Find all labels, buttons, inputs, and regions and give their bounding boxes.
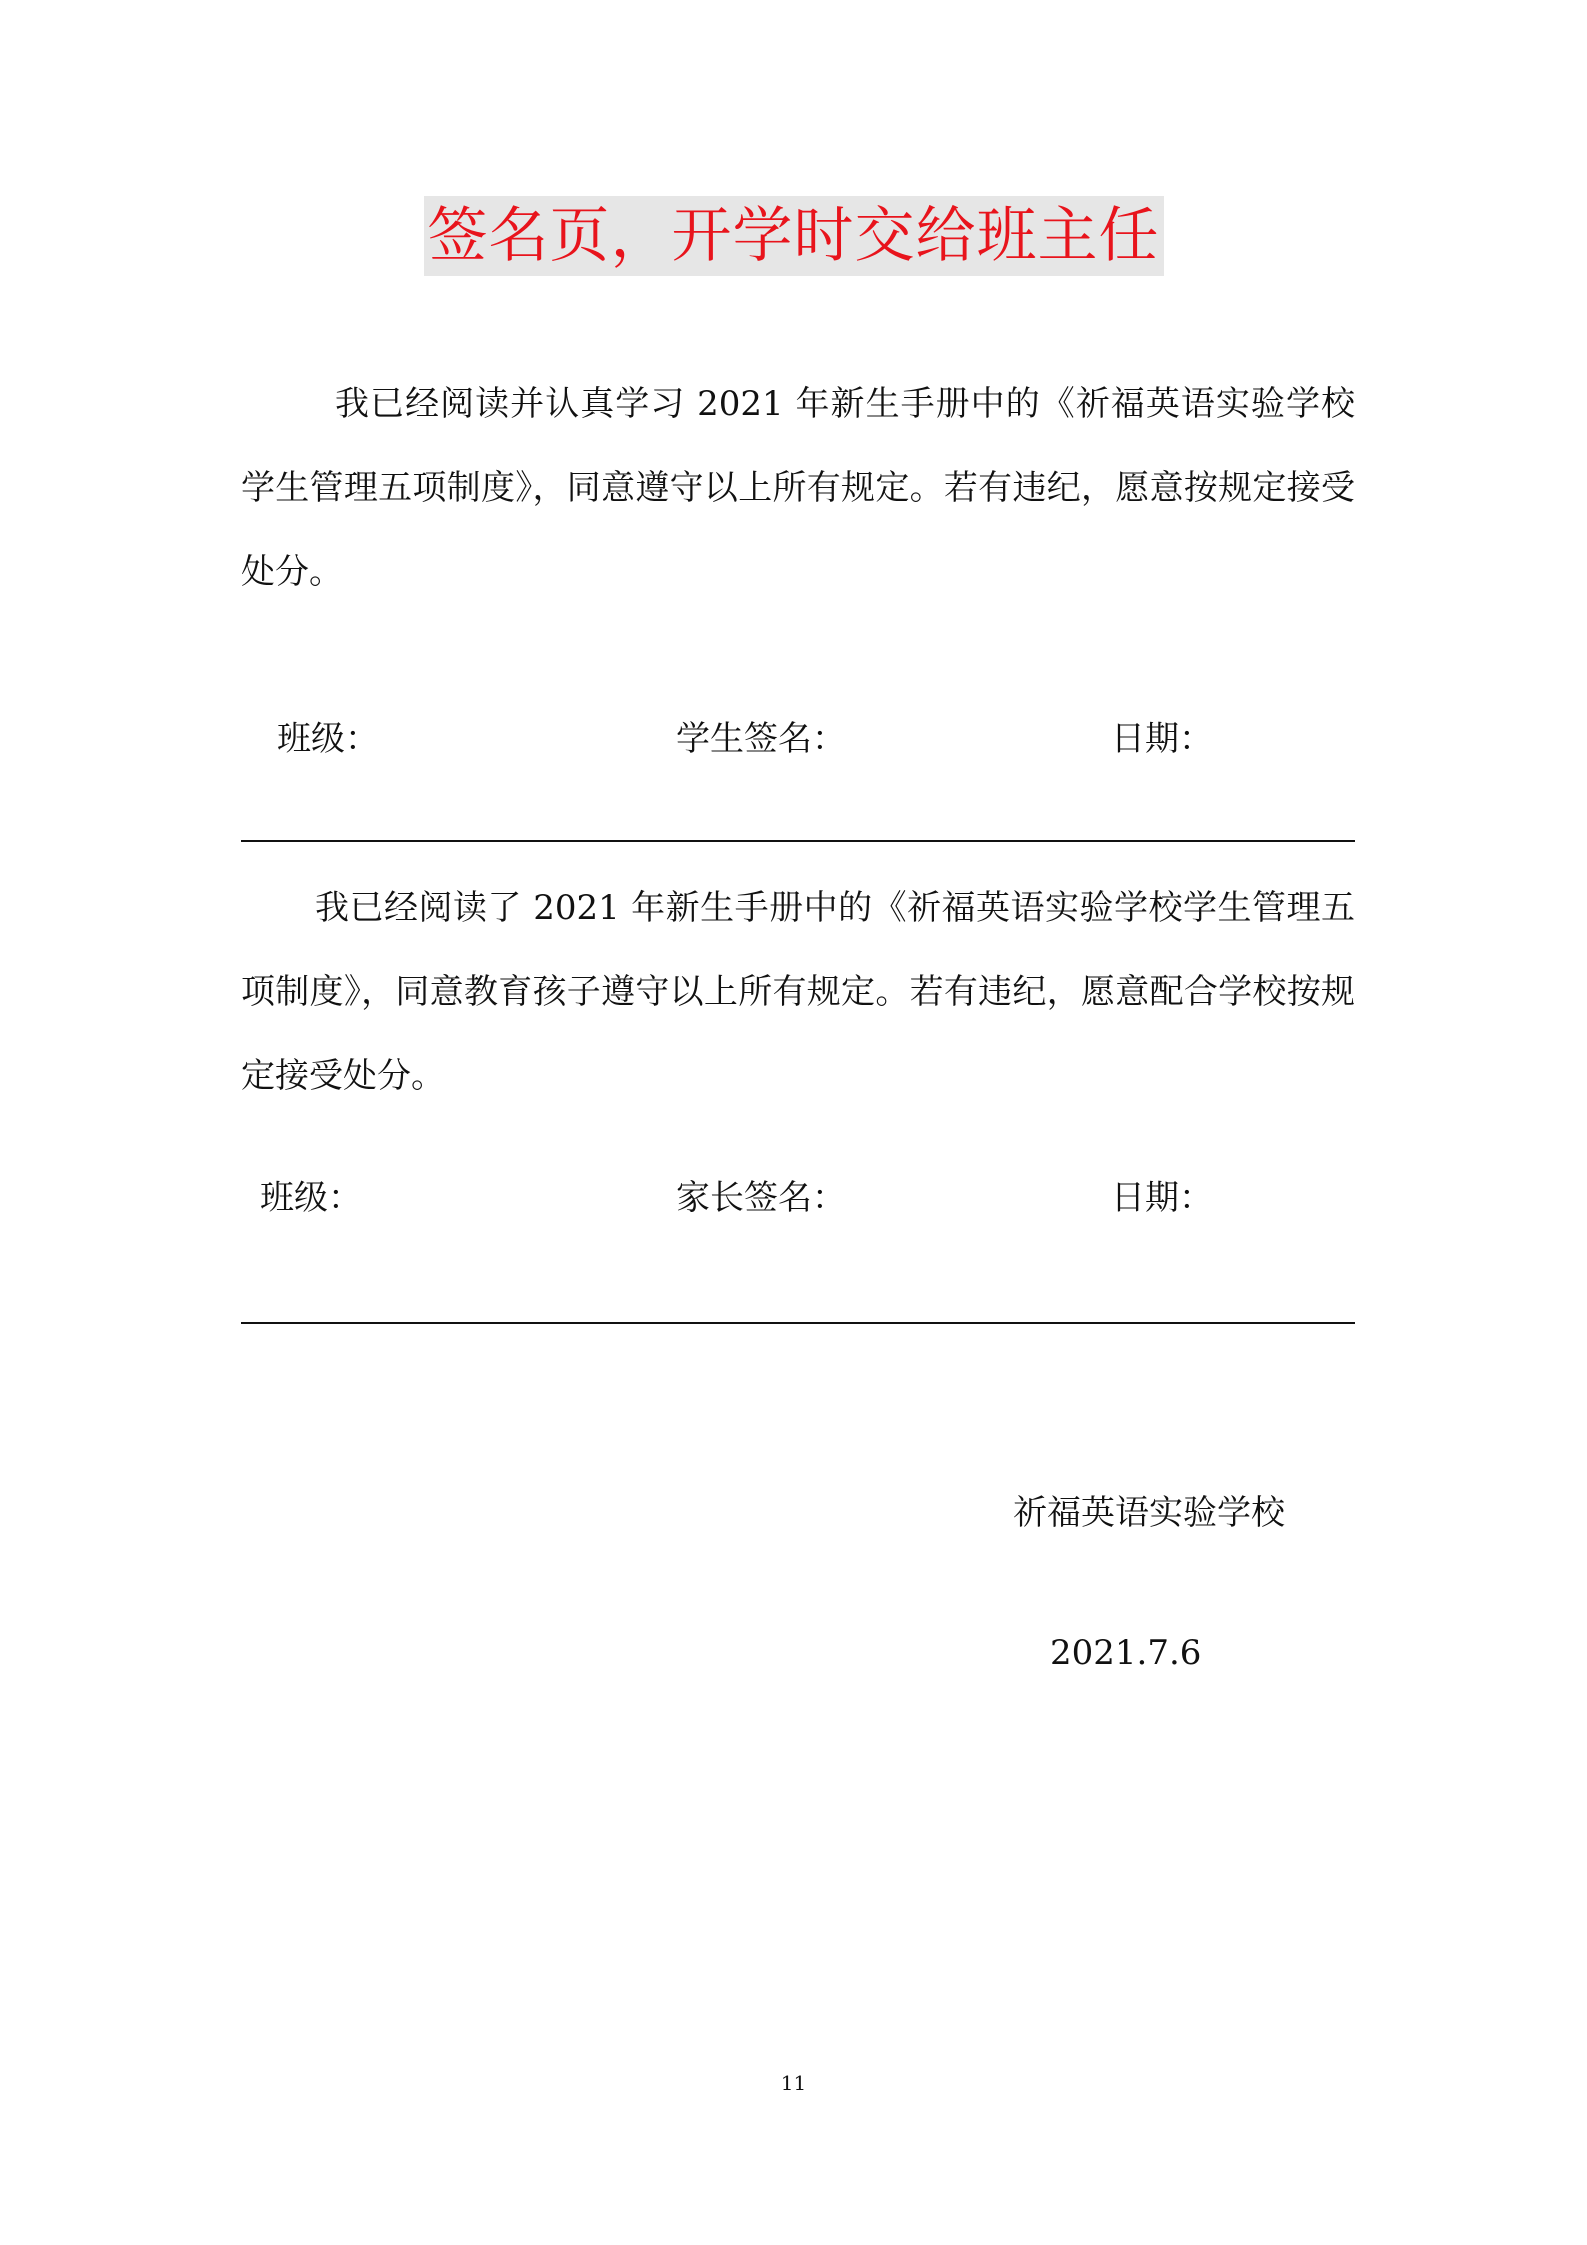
parent-declaration-paragraph: 我已经阅读了 2021 年新生手册中的《祈福英语实验学校学生管理五项制度》，同意教育孩子遵守以上所有规定。若有违纪，愿意配合学校按规定接受处分。 bbox=[241, 888, 1355, 1096]
parent-signature-row bbox=[241, 1173, 1355, 1223]
student-declaration-paragraph: 我已经阅读并认真学习 2021 年新生手册中的《祈福英语实验学校学生管理五项制度》，同意遵守以上所有规定。若有违纪，愿意按规定接受处分。 bbox=[241, 384, 1355, 592]
page-title-text: 签名页，开学时交给班主任 bbox=[424, 196, 1164, 276]
student-date-label: 日期： bbox=[1111, 719, 1213, 759]
parent-date-label: 日期： bbox=[1111, 1178, 1213, 1218]
parent-signature-label: 家长签名： bbox=[676, 1178, 846, 1218]
section-divider-1 bbox=[241, 840, 1355, 842]
section-divider-2 bbox=[241, 1322, 1355, 1324]
student-class-label: 班级： bbox=[277, 719, 379, 759]
page-number: 11 bbox=[780, 2071, 807, 2095]
student-signature-row bbox=[241, 714, 1355, 764]
issue-date: 2021.7.6 bbox=[1050, 1633, 1202, 1673]
school-name: 祈福英语实验学校 bbox=[1013, 1493, 1285, 1533]
parent-class-label: 班级： bbox=[260, 1178, 362, 1218]
page-title bbox=[0, 196, 1587, 276]
student-signature-label: 学生签名： bbox=[676, 719, 846, 759]
